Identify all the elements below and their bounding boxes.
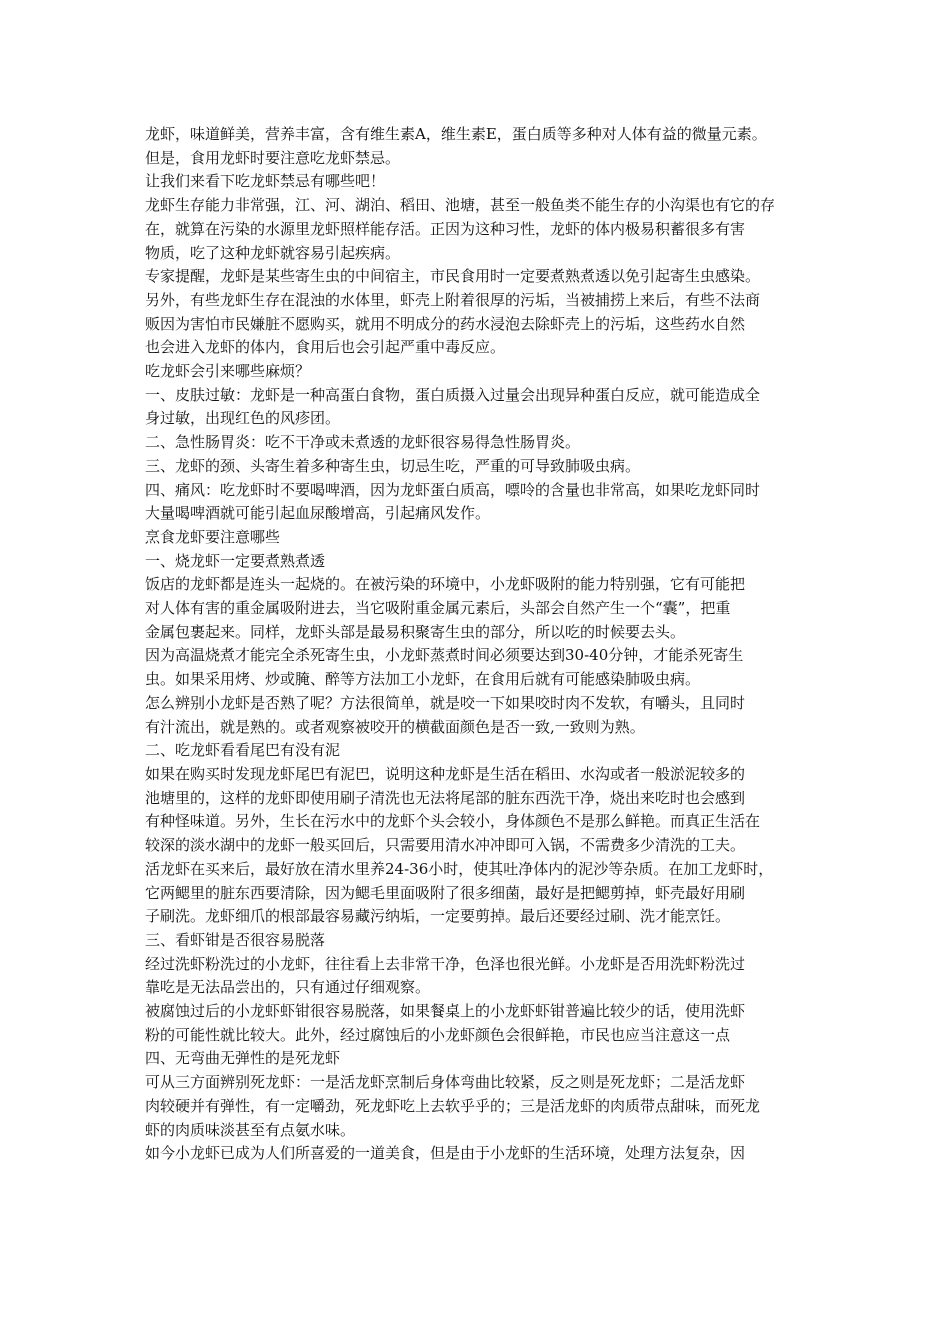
paragraph: 让我们来看下吃龙虾禁忌有哪些吧！ <box>145 172 386 191</box>
subsection-heading: 四、无弯曲无弹性的是死龙虾 <box>145 1049 341 1068</box>
paragraph: 龙虾，味道鲜美，营养丰富，含有维生素A，维生素E，蛋白质等多种对人体有益的微量元素。 <box>145 125 767 143</box>
paragraph: 可从三方面辨别死龙虾：一是活龙虾烹制后身体弯曲比较紧，反之则是死龙虾；二是活龙虾 肉较硬并有弹性，有一定嚼劲，死龙虾吃上去软乎乎的；三是活龙虾的肉质带点甜味，而死龙 虾的肉质味淡甚至有点氨水味。 <box>145 1073 761 1139</box>
paragraph: 二、急性肠胃炎：吃不干净或未煮透的龙虾很容易得急性肠胃炎。 <box>145 433 581 452</box>
paragraph: 如今小龙虾已成为人们所喜爱的一道美食，但是由于小龙虾的生活环境，处理方法复杂，因 <box>145 1144 746 1163</box>
paragraph: 经过洗虾粉洗过的小龙虾，往往看上去非常干净，色泽也很光鲜。小龙虾是否用洗虾粉洗过 靠吃是无法品尝出的，只有通过仔细观察。 <box>145 954 746 997</box>
paragraph: 如果在购买时发现龙虾尾巴有泥巴，说明这种龙虾是生活在稻田、水沟或者一般淤泥较多的 池塘里的，这样的龙虾即使用刷子清洗也无法将尾部的脏东西洗干净，烧出来吃时也会感到 有种怪味道。另外，生长在污水中的龙虾个头会较小，身体颜色不是那么鲜艳。而真正生活在 较深的淡水湖中的龙虾一般买回后，只需要用清水冲冲即可入锅，不需费多少清洗的工夫。 <box>145 764 761 855</box>
paragraph: 饭店的龙虾都是连头一起烧的。在被污染的环境中，小龙虾吸附的能力特别强，它有可能把 对人体有害的重金属吸附进去，当它吸附重金属元素后，头部会自然产生一个“囊”，把重 金属包裹起来。同样，龙虾头部是最易积聚寄生虫的部分，所以吃的时候要去头。 <box>145 575 746 641</box>
paragraph: 龙虾生存能力非常强，江、河、湖泊、稻田、池塘，甚至一般鱼类不能生存的小沟渠也有它的存 在，就算在污染的水源里龙虾照样能存活。正因为这种习性，龙虾的体内极易积蓄很多有害 物质，吃了这种龙虾就容易引起疾病。 <box>145 196 776 262</box>
section-heading: 吃龙虾会引来哪些麻烦？ <box>145 362 311 381</box>
document-body <box>145 123 813 1166</box>
paragraph: 被腐蚀过后的小龙虾虾钳很容易脱落，如果餐桌上的小龙虾虾钳普遍比较少的话，使用洗虾 粉的可能性就比较大。此外，经过腐蚀后的小龙虾颜色会很鲜艳，市民也应当注意这一点 <box>145 1002 746 1044</box>
paragraph: 四、痛风：吃龙虾时不要喝啤酒，因为龙虾蛋白质高，嘌呤的含量也非常高，如果吃龙虾同时 大量喝啤酒就可能引起血尿酸增高，引起痛风发作。 <box>145 480 761 523</box>
subsection-heading: 二、吃龙虾看看尾巴有没有泥 <box>145 741 341 760</box>
paragraph: 活龙虾在买来后，最好放在清水里养24-36小时，使其吐净体内的泥沙等杂质。在加工龙虾时， 它两鳃里的脏东西要清除，因为鳃毛里面吸附了很多细菌，最好是把鳃剪掉，虾壳最好用刷 子刷洗。龙虾细爪的根部最容易藏污纳垢，一定要剪掉。最后还要经过刷、洗才能烹饪。 <box>145 859 774 926</box>
paragraph: 怎么辨别小龙虾是否熟了呢？方法很简单，就是咬一下如果咬时肉不发软，有嚼头，且同时 有汁流出，就是熟的。或者观察被咬开的横截面颜色是否一致,一致则为熟。 <box>145 693 746 736</box>
paragraph: 因为高温烧煮才能完全杀死寄生虫，小龙虾蒸煮时间必须要达到30-40分钟，才能杀死寄生 虫。如果采用烤、炒或腌、醉等方法加工小龙虾，在食用后就有可能感染肺吸虫病。 <box>145 646 744 689</box>
subsection-heading: 三、看虾钳是否很容易脱落 <box>145 930 326 949</box>
section-heading: 烹食龙虾要注意哪些 <box>145 527 281 546</box>
paragraph: 但是，食用龙虾时要注意吃龙虾禁忌。 <box>145 148 401 167</box>
paragraph: 三、龙虾的颈、头寄生着多种寄生虫，切忌生吃，严重的可导致肺吸虫病。 <box>145 456 641 475</box>
paragraph: 专家提醒，龙虾是某些寄生虫的中间宿主，市民食用时一定要煮熟煮透以免引起寄生虫感染。 另外，有些龙虾生存在混浊的水体里，虾壳上附着很厚的污垢，当被捕捞上来后，有些不法商 贩因为害怕市民嫌脏不愿购买，就用不明成分的药水浸泡去除虾壳上的污垢，这些药水自然 也会进入龙虾的体内，食用后也会引起严重中毒反应。 <box>145 267 761 357</box>
paragraph: 一、皮肤过敏：龙虾是一种高蛋白食物，蛋白质摄入过量会出现异种蛋白反应，就可能造成全 身过敏，出现红色的风疹团。 <box>145 385 761 428</box>
subsection-heading: 一、烧龙虾一定要煮熟煮透 <box>145 551 326 570</box>
